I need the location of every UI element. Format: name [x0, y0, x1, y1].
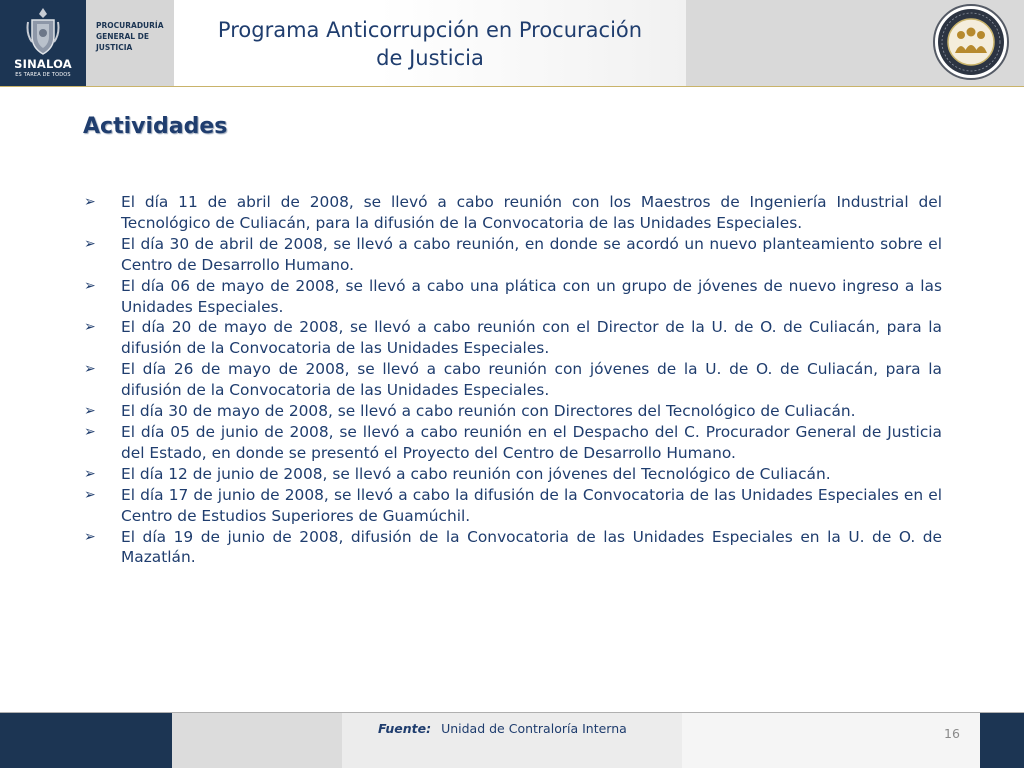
slide-title-line-1: Programa Anticorrupción en Procuración [217, 18, 643, 42]
title-area [174, 0, 686, 86]
list-item-text: El día 11 de abril de 2008, se llevó a cabo reunión con los Maestros de Ingeniería Industrial del Tecnológico de Culiacán, para la difusión de la Convocatoria de las Unidades Especiales. [121, 193, 942, 232]
institution-seal-icon [932, 3, 1010, 81]
source-note [378, 721, 627, 736]
slide-title-line-2: de Justicia [376, 46, 484, 70]
section-title: Actividades [83, 114, 228, 139]
list-item-text: El día 20 de mayo de 2008, se llevó a cabo reunión con el Director de la U. de O. de Culiacán, para la difusión de la Convocatoria de las Unidades Especiales. [121, 318, 942, 358]
footer-divider [0, 712, 1024, 713]
list-item [82, 359, 942, 401]
list-item-text: El día 05 de junio de 2008, se llevó a cabo reunión en el Despacho del C. Procurador General de Justicia del Estado, en donde se presentó el Proyecto del Centro de Desarrollo Humano. [121, 422, 942, 462]
agency-name: PROCURADURÍA GENERAL DE JUSTICIA [96, 21, 164, 52]
state-name: SINALOA [14, 57, 72, 71]
footer-block [172, 712, 342, 768]
slide-footer [0, 712, 1024, 768]
state-logo [0, 0, 86, 86]
list-item-text: El día 19 de junio de 2008, difusión de la Convocatoria de las Unidades Especiales en la U. de O. de Mazatlán. [121, 527, 942, 567]
arrow-bullet-icon: ➢ [84, 319, 96, 336]
state-coat-of-arms-icon [26, 6, 60, 56]
agency-box [86, 0, 174, 86]
list-item-text: El día 26 de mayo de 2008, se llevó a cabo reunión con jóvenes de la U. de O. de Culiacán, para la difusión de la Convocatoria de las Unidades Especiales. [121, 360, 942, 400]
list-item [82, 464, 942, 485]
list-item-text: El día 30 de mayo de 2008, se llevó a cabo reunión con Directores del Tecnológico de Culiacán. [121, 402, 856, 421]
list-item [82, 317, 942, 359]
arrow-bullet-icon: ➢ [84, 194, 96, 210]
header-divider [0, 86, 1024, 87]
list-item [82, 401, 942, 422]
list-item [82, 422, 942, 464]
list-item-text: El día 30 de abril de 2008, se llevó a cabo reunión, en donde se acordó un nuevo planteamiento sobre el Centro de Desarrollo Humano. [121, 234, 942, 274]
slide-header [0, 0, 1024, 86]
footer-block-right [980, 712, 1024, 768]
arrow-bullet-icon: ➢ [84, 423, 96, 440]
list-item [82, 527, 942, 569]
source-value: Unidad de Contraloría Interna [441, 721, 627, 736]
arrow-bullet-icon: ➢ [84, 403, 96, 420]
list-item [82, 192, 942, 234]
list-item-text: El día 17 de junio de 2008, se llevó a cabo la difusión de la Convocatoria de las Unidades Especiales en el Centro de Estudios Superiores de Guamúchil. [121, 485, 942, 525]
page-number: 16 [944, 726, 960, 741]
list-item [82, 234, 942, 276]
list-item [82, 276, 942, 318]
arrow-bullet-icon: ➢ [84, 528, 96, 545]
activities-list [82, 192, 942, 568]
slide-title [174, 16, 686, 72]
state-slogan: ES TAREA DE TODOS [15, 72, 71, 78]
footer-block [682, 712, 980, 768]
source-label: Fuente: [378, 721, 432, 736]
list-item-text: El día 06 de mayo de 2008, se llevó a cabo una plática con un grupo de jóvenes de nuevo ingreso a las Unidades Especiales. [121, 276, 942, 316]
footer-block-left [0, 712, 172, 768]
arrow-bullet-icon: ➢ [84, 361, 96, 378]
arrow-bullet-icon: ➢ [84, 465, 96, 482]
list-item-text: El día 12 de junio de 2008, se llevó a cabo reunión con jóvenes del Tecnológico de Culiacán. [121, 464, 831, 483]
arrow-bullet-icon: ➢ [84, 235, 96, 252]
arrow-bullet-icon: ➢ [84, 486, 96, 503]
arrow-bullet-icon: ➢ [84, 277, 96, 294]
list-item [82, 485, 942, 527]
